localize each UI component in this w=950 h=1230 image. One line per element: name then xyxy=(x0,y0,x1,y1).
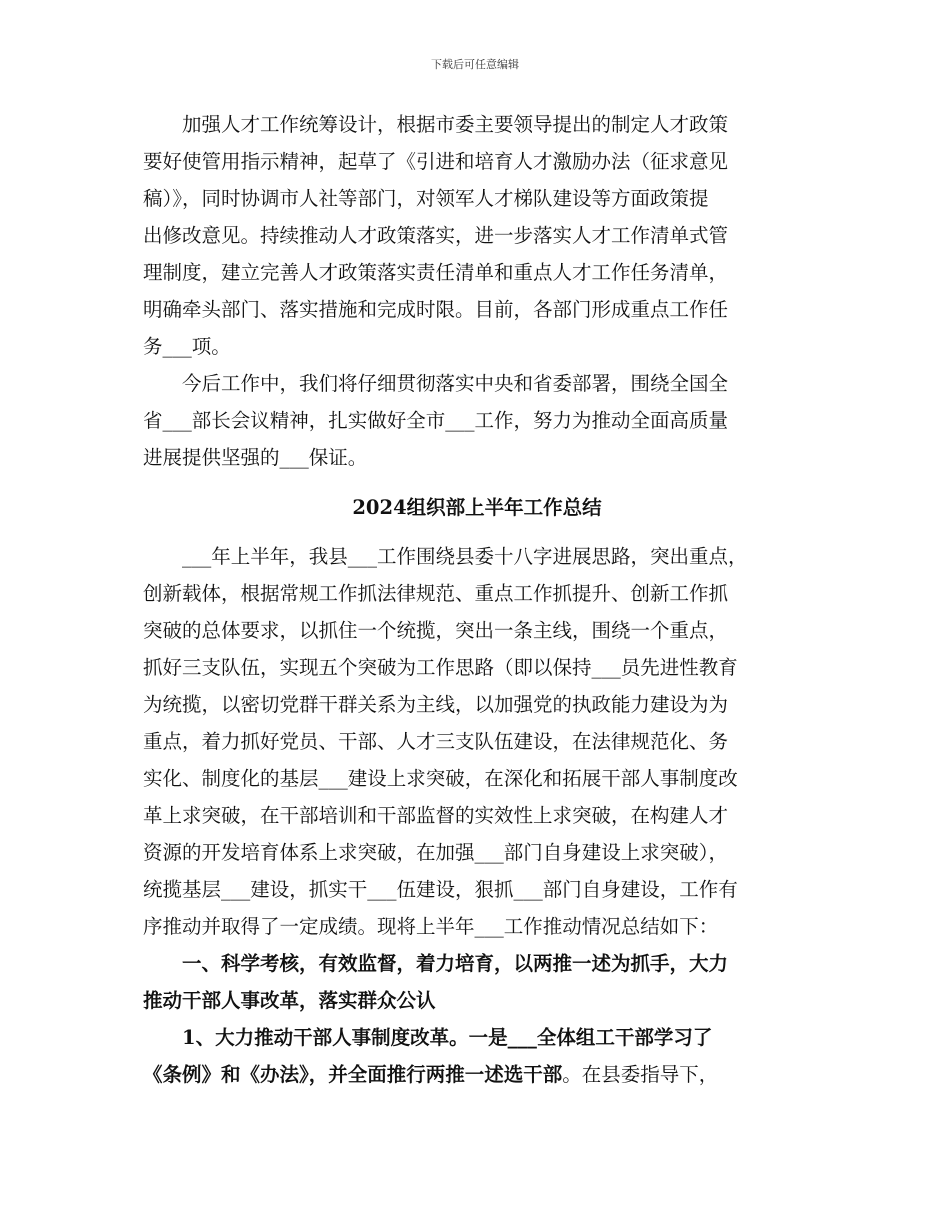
document-body xyxy=(143,106,811,1093)
text-line: 统揽基层___建设，抓实干___伍建设，狠抓___部门自身建设，工作有 xyxy=(143,878,738,901)
text-line: 1、大力推动干部人事制度改革。一是___全体组工干部学习了 xyxy=(182,1026,713,1049)
section-heading-1 xyxy=(143,945,811,1019)
text-line: 抓好三支队伍，实现五个突破为工作思路（即以保持___员先进性教育 xyxy=(143,656,738,679)
text-line: 明确牵头部门、落实措施和完成时限。目前，各部门形成重点工作任 xyxy=(143,298,729,321)
text-line: 理制度，建立完善人才政策落实责任清单和重点人才工作任务清单， xyxy=(143,261,729,284)
text-line: 加强人才工作统筹设计，根据市委主要领导提出的制定人才政策 xyxy=(182,113,729,136)
text-line: 务___项。 xyxy=(143,335,231,358)
text-line: ___年上半年，我县___工作围绕县委十八字进展思路，突出重点， xyxy=(182,545,748,568)
heading-line: 一、科学考核，有效监督，着力培育，以两推一述为抓手，大力 xyxy=(182,952,729,975)
paragraph-talent-policy xyxy=(143,106,811,365)
text-line: 革上求突破，在干部培训和干部监督的实效性上求突破，在构建人才 xyxy=(143,804,729,827)
text-line: 创新载体，根据常规工作抓法律规范、重点工作抓提升、创新工作抓 xyxy=(143,582,729,605)
text-line: 重点，着力抓好党员、干部、人才三支队伍建设，在法律规范化、务 xyxy=(143,730,729,753)
paragraph-cadre-reform xyxy=(143,1019,811,1093)
text-line xyxy=(143,1056,811,1093)
text-line: 今后工作中，我们将仔细贯彻落实中央和省委部署，围绕全国全 xyxy=(182,372,729,395)
text-line: 突破的总体要求，以抓住一个统揽，突出一条主线，围绕一个重点， xyxy=(143,619,729,642)
text-line: 稿）》，同时协调市人社等部门，对领军人才梯队建设等方面政策提 xyxy=(143,187,709,210)
bold-phrase: 《条例》和《办法》，并全面推行两推一述选干部 xyxy=(143,1063,563,1086)
text-line: 实化、制度化的基层___建设上求突破，在深化和拓展干部人事制度改 xyxy=(143,767,738,790)
text-fragment: 。在县委指导下， xyxy=(562,1063,719,1086)
text-line: 序推动并取得了一定成绩。现将上半年___工作推动情况总结如下： xyxy=(143,915,719,938)
text-line: 要好使管用指示精神，起草了《引进和培育人才激励办法（征求意见 xyxy=(143,150,729,173)
text-line: 省___部长会议精神，扎实做好全市___工作，努力为推动全面高质量 xyxy=(143,409,729,432)
text-line: 进展提供坚强的___保证。 xyxy=(143,446,368,469)
heading-line: 推动干部人事改革，落实群众公认 xyxy=(143,989,436,1012)
paragraph-future-work xyxy=(143,365,811,476)
document-title: 2024组织部上半年工作总结 xyxy=(352,496,602,519)
text-line: 为统揽，以密切党群干群关系为主线，以加强党的执政能力建设为为 xyxy=(143,693,729,716)
text-line: 资源的开发培育体系上求突破，在加强___部门自身建设上求突破）， xyxy=(143,841,729,864)
text-line: 出修改意见。持续推动人才政策落实，进一步落实人才工作清单式管 xyxy=(143,224,729,247)
page-header: 下载后可任意编辑 xyxy=(431,58,519,71)
paragraph-summary-intro xyxy=(143,538,811,945)
